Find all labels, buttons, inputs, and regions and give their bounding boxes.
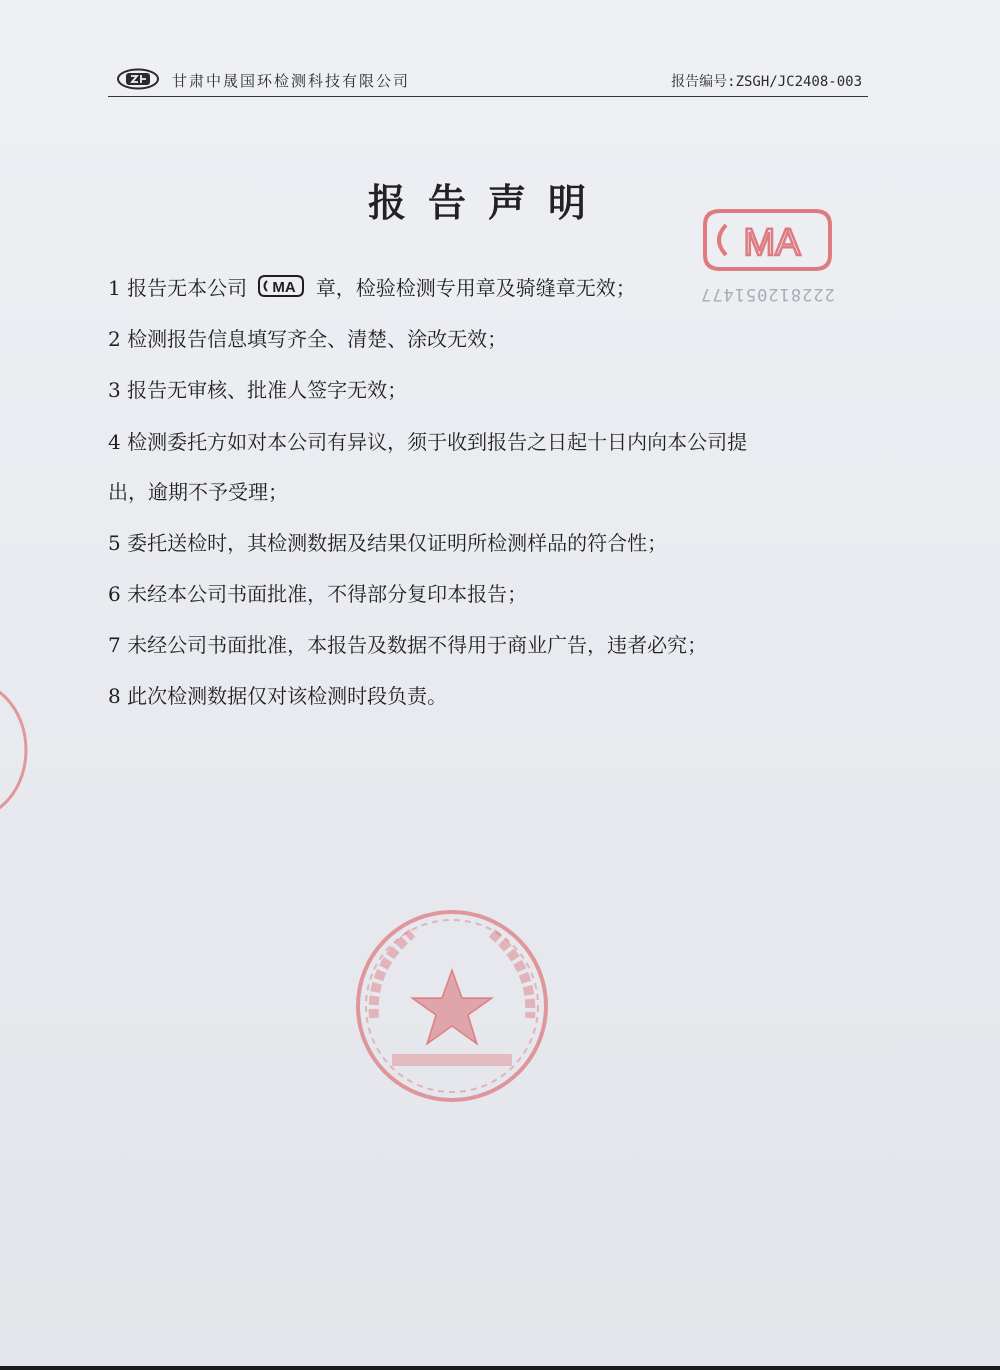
- statement-number: 2: [108, 327, 121, 351]
- page-title: 报告声明: [367, 180, 608, 225]
- cma-stamp-text: MA: [743, 222, 801, 264]
- statement-3: [108, 374, 878, 403]
- statement-number: 3: [108, 378, 121, 402]
- statement-1: [108, 272, 878, 301]
- statement-text: 未经公司书面批准，本报告及数据不得用于商业广告，违者必究；: [127, 633, 708, 657]
- stamp-serial: 222812051477: [700, 284, 835, 304]
- company-name: 甘肃中晟国环检测科技有限公司: [172, 72, 411, 90]
- statement-number: 6: [108, 582, 121, 606]
- statement-text: 出，逾期不予受理；: [108, 480, 288, 504]
- edge-seal-icon: [0, 680, 30, 820]
- statement-7: [108, 629, 878, 658]
- statement-5: [108, 527, 878, 556]
- statement-text: 报告无本公司: [127, 276, 248, 300]
- cma-stamp-icon: [700, 205, 835, 275]
- page-header: [108, 66, 868, 97]
- statement-text: 检测委托方如对本公司有异议，须于收到报告之日起十日内向本公司提: [127, 430, 748, 454]
- statement-8: [108, 680, 878, 709]
- statement-text: 未经本公司书面批准，不得部分复印本报告；: [127, 582, 528, 606]
- ma-badge-icon: [257, 274, 305, 298]
- company-logo-icon: [116, 68, 160, 90]
- statement-number: 4: [108, 430, 121, 454]
- statement-text: 检测报告信息填写齐全、清楚、涂改无效；: [127, 327, 508, 351]
- statement-number: 7: [108, 633, 121, 657]
- statement-number: 5: [108, 531, 121, 555]
- statement-4-continuation: [108, 476, 878, 505]
- statement-text: 章，检验检测专用章及骑缝章无效；: [315, 276, 636, 300]
- statement-number: 1: [108, 276, 121, 300]
- statement-4: [108, 426, 878, 455]
- ma-badge-text: MA: [272, 279, 297, 296]
- statement-2: [108, 323, 878, 352]
- company-seal-icon: [352, 908, 552, 1104]
- statement-number: 8: [108, 684, 121, 708]
- statement-6: [108, 578, 878, 607]
- statement-text: 此次检测数据仅对该检测时段负责。: [127, 684, 448, 708]
- scan-edge: [0, 1366, 1000, 1370]
- statement-text: 委托送检时，其检测数据及结果仅证明所检测样品的符合性；: [127, 531, 668, 555]
- report-number: 报告编号:ZSGH/JC2408-003: [671, 74, 862, 90]
- statement-text: 报告无审核、批准人签字无效；: [127, 378, 408, 402]
